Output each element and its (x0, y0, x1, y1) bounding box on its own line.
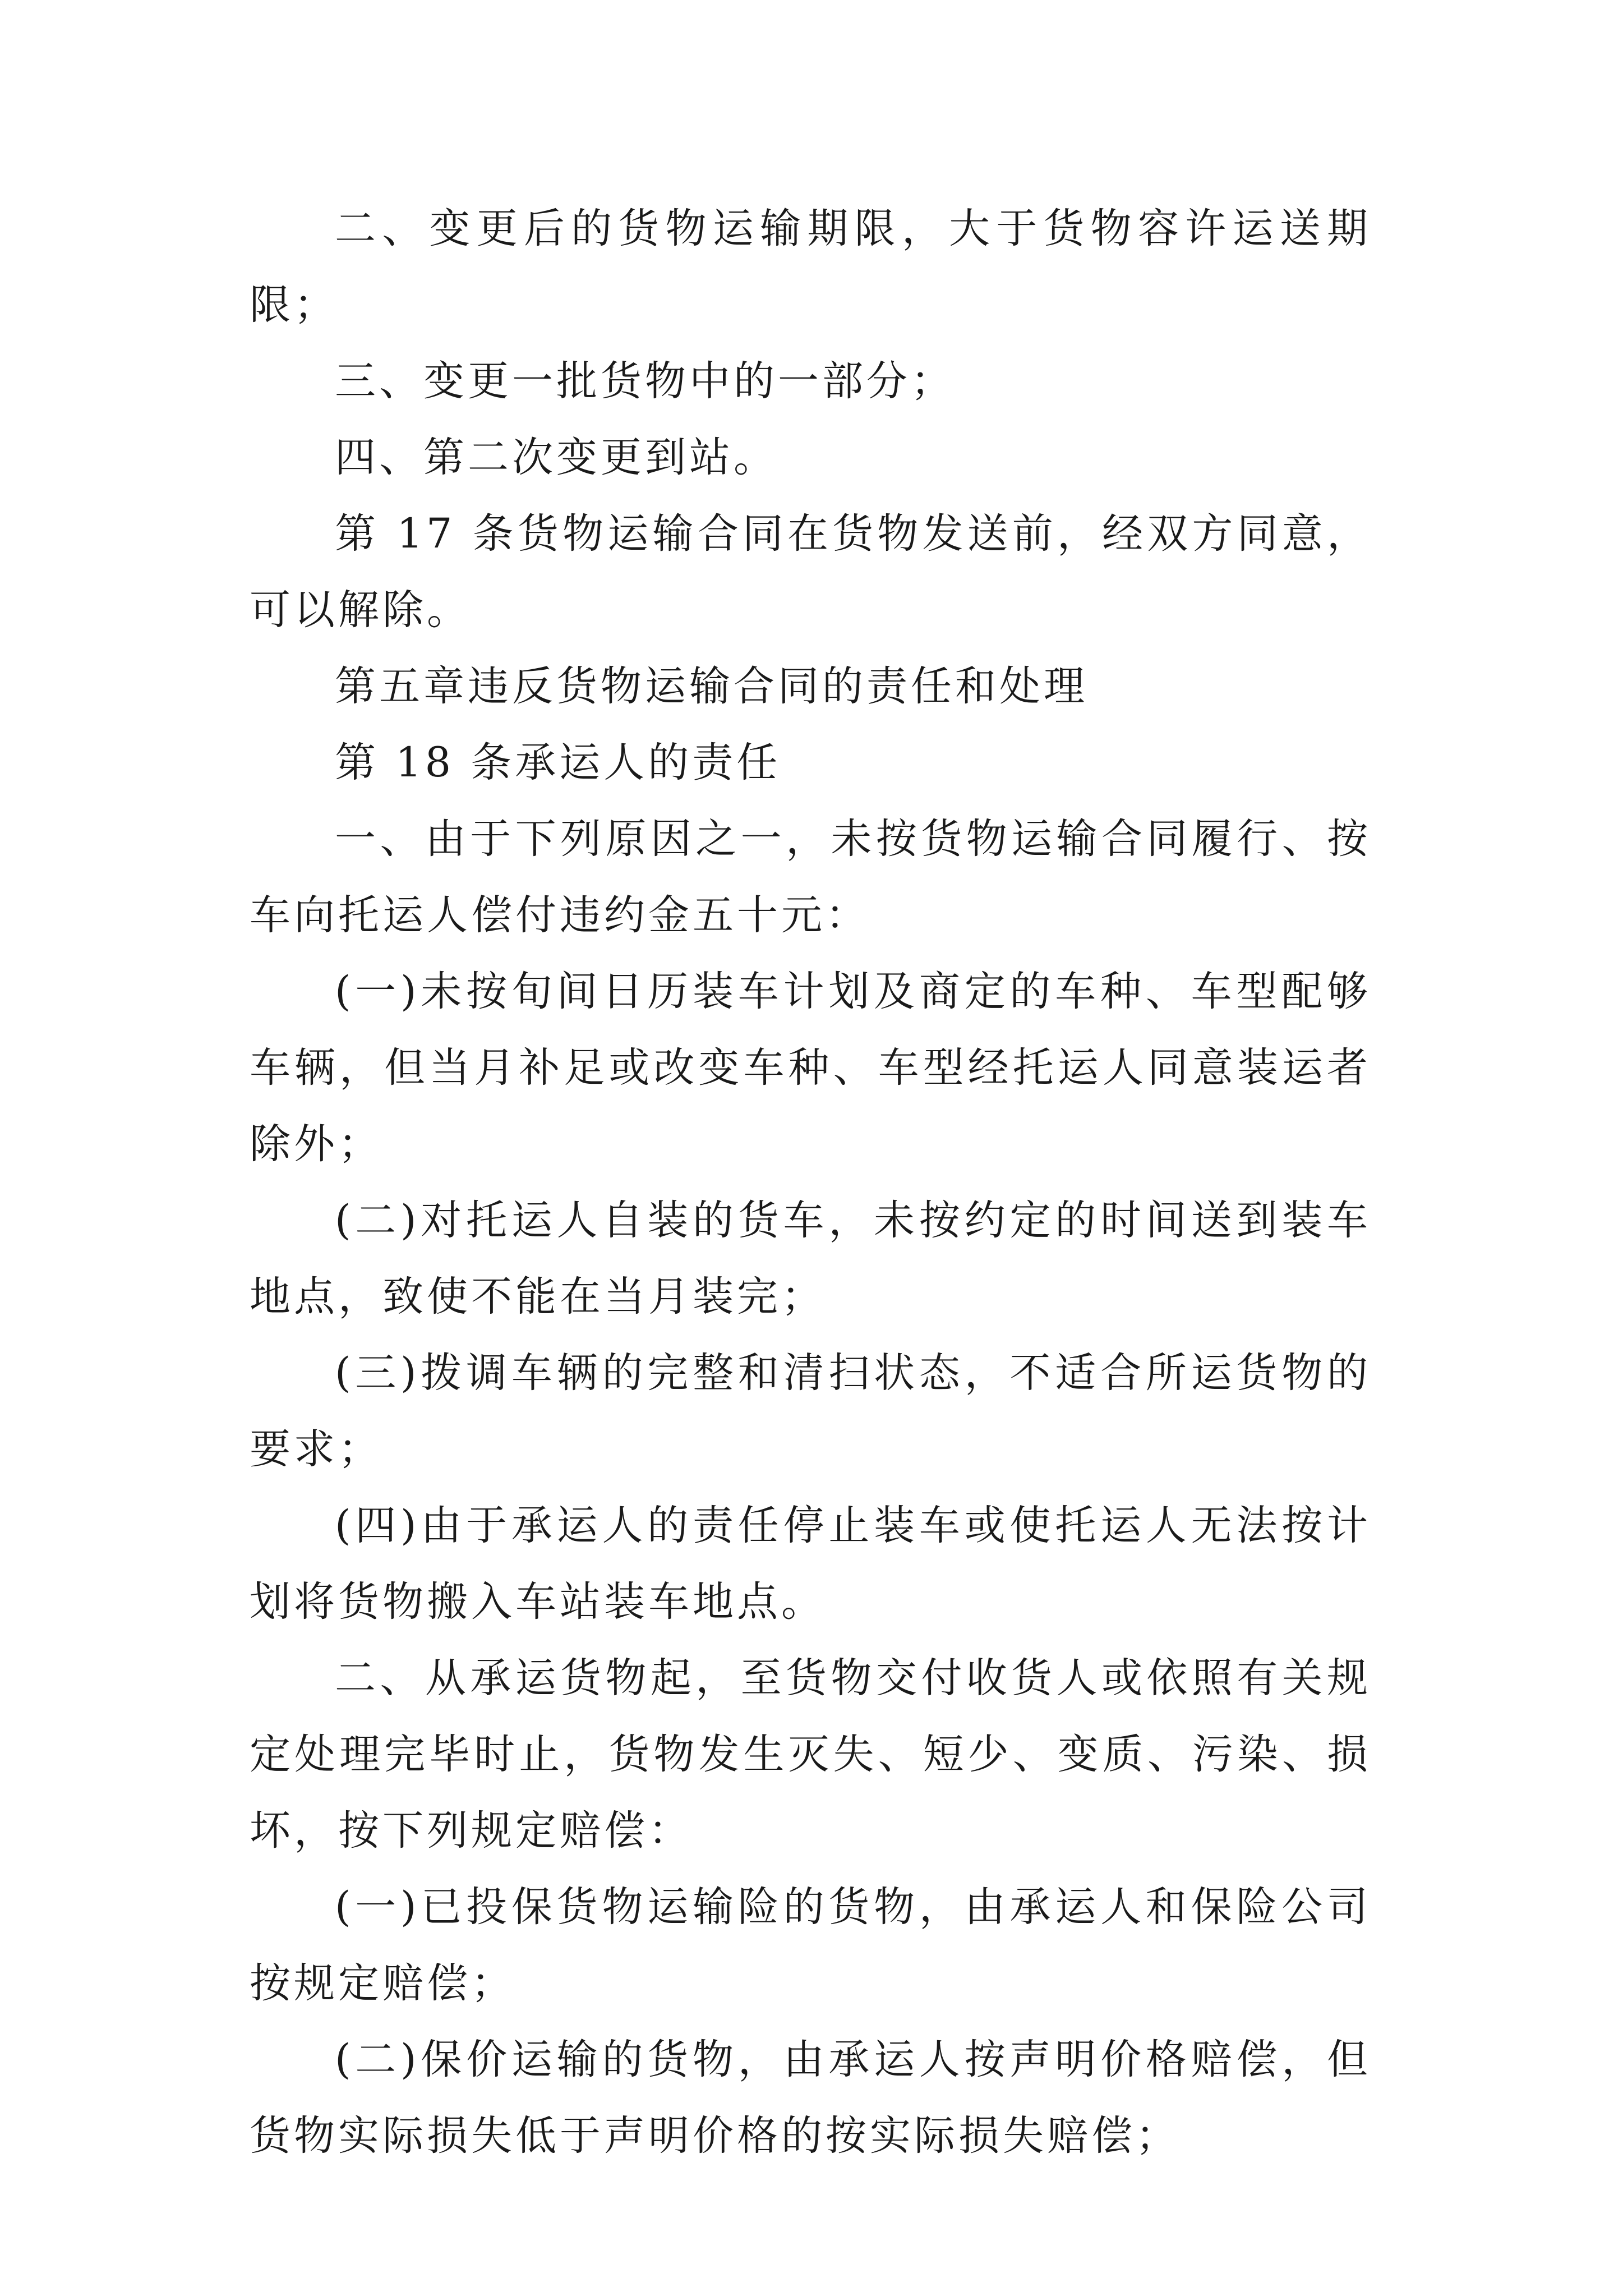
paragraph: 三、变更一批货物中的一部分； (335, 357, 955, 405)
chapter-heading: 第五章违反货物运输合同的责任和处理 (335, 662, 1088, 710)
paragraph: (四)由于承运人的责任停止装车或使托运人无法按计划将货物搬入车站装车地点。 (250, 1502, 1371, 1626)
paragraph: (一)未按旬间日历装车计划及商定的车种、车型配够车辆，但当月补足或改变车种、车型经托运人同意装运者除外； (250, 968, 1371, 1168)
paragraph: (三)拨调车辆的完整和清扫状态，不适合所运货物的要求； (250, 1349, 1371, 1473)
article-heading: 第 18 条承运人的责任 (335, 739, 781, 786)
paragraph: (一)已投保货物运输险的货物，由承运人和保险公司按规定赔偿； (250, 1883, 1371, 2007)
paragraph: (二)对托运人自装的货车，未按约定的时间送到装车地点，致使不能在当月装完； (250, 1197, 1371, 1320)
document-body (250, 191, 1371, 2174)
paragraph: 四、第二次变更到站。 (335, 434, 778, 481)
paragraph: 二、变更后的货物运输期限，大于货物容许运送期限； (250, 205, 1371, 329)
paragraph: (二)保价运输的货物，由承运人按声明价格赔偿，但货物实际损失低于声明价格的按实际损失赔偿； (250, 2036, 1371, 2160)
paragraph: 第 17 条货物运输合同在货物发送前，经双方同意，可以解除。 (250, 510, 1371, 634)
paragraph: 二、从承运货物起，至货物交付收货人或依照有关规定处理完毕时止，货物发生灭失、短少、变质、污染、损坏，按下列规定赔偿： (250, 1654, 1371, 1855)
paragraph: 一、由于下列原因之一，未按货物运输合同履行、按车向托运人偿付违约金五十元： (250, 815, 1371, 939)
